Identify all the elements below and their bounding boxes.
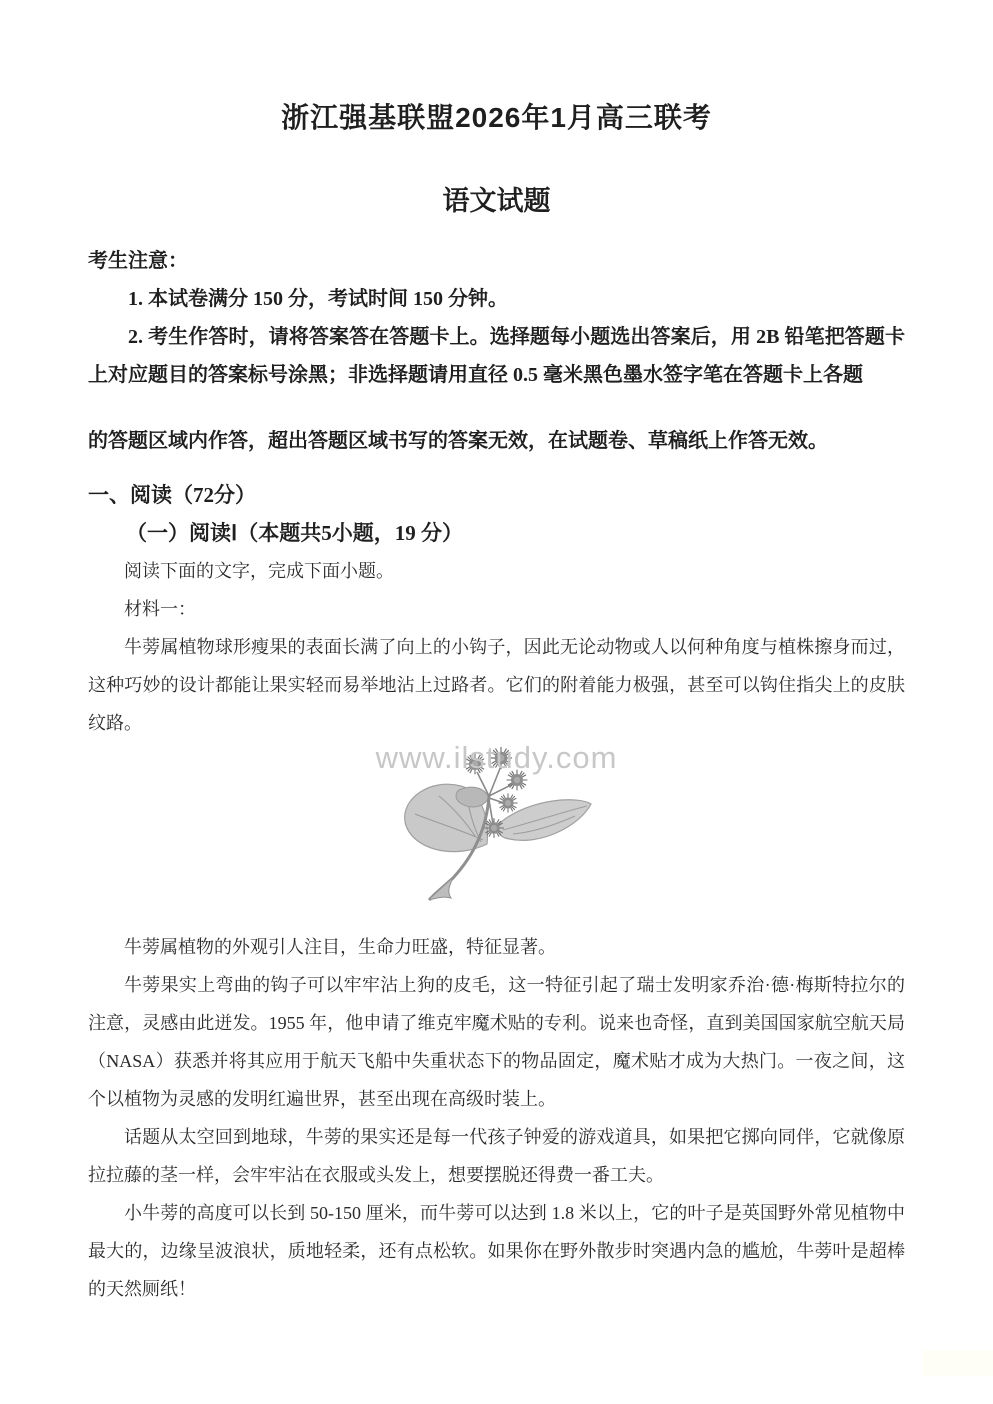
reading-instruction: 阅读下面的文字，完成下面小题。 <box>124 561 394 581</box>
notice-heading: 考生注意： <box>88 250 188 272</box>
figure-container <box>88 740 905 928</box>
page-title: 浙江强基联盟2026年1月高三联考 <box>281 102 712 133</box>
notice-item-1: 1. 本试卷满分 150 分，考试时间 150 分钟。 <box>128 288 508 310</box>
scan-smudge <box>923 1350 993 1376</box>
passage-paragraph-2: 牛蒡属植物的外观引人注目，生命力旺盛，特征显著。 <box>124 937 556 957</box>
notice-item-2-line-1: 2. 考生作答时，请将答案答在答题卡上。选择题每小题选出答案后，用 2B 铅笔把答题卡上对应题目的答案标号涂黑；非选择题请用直径 0.5 毫米黑色墨水签字笔在答题卡上各题 <box>88 326 905 386</box>
notice-item-2-line-2: 的答题区域内作答，超出答题区域书写的答案无效，在试题卷、草稿纸上作答无效。 <box>88 430 828 452</box>
subsection-heading: （一）阅读Ⅰ（本题共5小题，19 分） <box>126 521 463 545</box>
passage-paragraph-3: 牛蒡果实上弯曲的钩子可以牢牢沾上狗的皮毛，这一特征引起了瑞士发明家乔治·德·梅斯特拉尔的注意，灵感由此迸发。1955 年，他申请了维克牢魔术贴的专利。说来也奇怪，直到美国国家航空航天局（NASA）获悉并将其应用于航天飞船中失重状态下的物品固定，魔术贴才成为大热门。一夜之间，这个以植物为灵感的发明红遍世界，甚至出现在高级时装上。 <box>88 975 905 1109</box>
passage-paragraph-1: 牛蒡属植物球形瘦果的表面长满了向上的小钩子，因此无论动物或人以何种角度与植株擦身而过，这种巧妙的设计都能让果实轻而易举地沾上过路者。它们的附着能力极强，甚至可以钩住指尖上的皮肤纹路。 <box>88 637 905 733</box>
passage-paragraph-4: 话题从太空回到地球，牛蒡的果实还是每一代孩子钟爱的游戏道具，如果把它掷向同伴，它就像原拉拉藤的茎一样，会牢牢沾在衣服或头发上，想要摆脱还得费一番工夫。 <box>88 1127 905 1185</box>
section-heading: 一、阅读（72分） <box>88 483 256 507</box>
watermark-text: www.ilstudy.com <box>375 740 618 775</box>
passage-paragraph-5: 小牛蒡的高度可以长到 50-150 厘米，而牛蒡可以达到 1.8 米以上，它的叶子是英国野外常见植物中最大的，边缘呈波浪状，质地轻柔，还有点松软。如果你在野外散步时突遇内急的尴尬，牛蒡叶是超棒的天然厕纸！ <box>88 1203 905 1299</box>
notice-section <box>88 242 905 460</box>
material-label: 材料一： <box>124 599 196 619</box>
page-subtitle: 语文试题 <box>442 186 551 216</box>
